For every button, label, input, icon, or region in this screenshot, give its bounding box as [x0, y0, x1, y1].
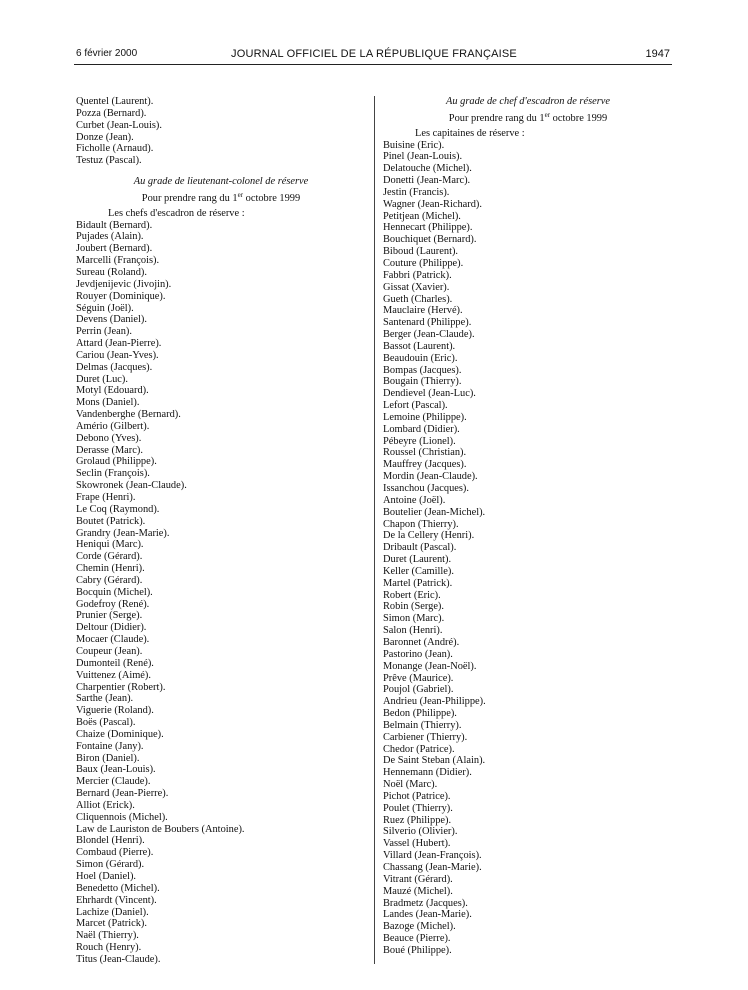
name-entry: Benedetto (Michel).	[76, 882, 160, 894]
name-entry: Simon (Gérard).	[76, 859, 145, 871]
name-entry: Godefroy (René).	[76, 598, 150, 610]
name-entry: Villard (Jean-François).	[383, 850, 482, 862]
name-entry: Lefort (Pascal).	[383, 400, 448, 412]
name-entry: Delmas (Jacques).	[76, 361, 153, 373]
right-rank-date-sup: er	[544, 110, 551, 119]
name-entry: Pichot (Patrice).	[383, 790, 451, 802]
name-entry: Pozza (Bernard).	[76, 107, 147, 119]
name-entry: Mauclaire (Hervé).	[383, 305, 463, 317]
header-date: 6 février 2000	[76, 48, 138, 59]
name-entry: Viguerie (Roland).	[76, 705, 154, 717]
name-entry: Frape (Henri).	[76, 492, 136, 503]
name-entry: Hennecart (Philippe).	[383, 222, 473, 234]
name-entry: Mercier (Claude).	[76, 776, 151, 788]
name-entry: Gueth (Charles).	[383, 293, 453, 305]
name-entry: Jestin (Francis).	[383, 186, 450, 198]
name-entry: Rouch (Henry).	[76, 942, 142, 954]
name-entry: Alliot (Erick).	[76, 799, 135, 811]
name-entry: Chapon (Thierry).	[383, 518, 459, 530]
name-entry: Devens (Daniel).	[76, 314, 147, 326]
name-entry: Bouchiquet (Bernard).	[383, 234, 477, 246]
name-entry: Baux (Jean-Louis).	[76, 764, 156, 776]
name-entry: Bassot (Laurent).	[383, 340, 456, 352]
name-entry: Debono (Yves).	[76, 432, 142, 444]
name-entry: Skowronek (Jean-Claude).	[76, 480, 187, 492]
name-entry: Beauce (Pierre).	[383, 933, 451, 945]
name-entry: Perrin (Jean).	[76, 326, 132, 338]
name-entry: Robin (Serge).	[383, 601, 444, 613]
name-entry: Jevdjenijevic (Jivojin).	[76, 278, 172, 290]
name-entry: Vassel (Hubert).	[383, 838, 451, 850]
name-entry: Biron (Daniel).	[76, 752, 140, 764]
left-group-label: Les chefs d'escadron de réserve :	[108, 207, 245, 219]
name-entry: Carbiener (Thierry).	[383, 731, 468, 743]
name-entry: Chemin (Henri).	[76, 563, 145, 575]
name-entry: Lachize (Daniel).	[76, 906, 149, 918]
name-entry: Marcelli (François).	[76, 255, 160, 267]
name-entry: Motyl (Edouard).	[76, 385, 149, 397]
name-entry: Séguin (Joël).	[76, 302, 134, 314]
name-entry: Salon (Henri).	[383, 625, 443, 637]
name-entry: Rouyer (Dominique).	[76, 290, 166, 302]
name-entry: Andrieu (Jean-Philippe).	[383, 696, 486, 708]
name-entry: Grolaud (Philippe).	[76, 456, 157, 468]
left-rank-date-text: Pour prendre rang du 1	[141, 192, 238, 204]
name-entry: Mocaer (Claude).	[76, 634, 150, 646]
name-entry: Quentel (Laurent).	[76, 96, 154, 107]
name-entry: Poujol (Gabriel).	[383, 684, 454, 696]
name-entry: Boutelier (Jean-Michel).	[383, 506, 486, 518]
name-entry: Joubert (Bernard).	[76, 243, 153, 255]
name-entry: Blondel (Henri).	[76, 835, 145, 847]
name-entry: Lemoine (Philippe).	[383, 411, 467, 423]
name-entry: Delatouche (Michel).	[383, 163, 472, 175]
name-entry: Pastorino (Jean).	[383, 648, 453, 660]
name-entry: Donze (Jean).	[76, 131, 134, 143]
name-entry: Biboud (Laurent).	[383, 246, 459, 258]
name-entry: Boës (Pascal).	[76, 717, 136, 729]
name-entry: Vandenberghe (Bernard).	[76, 409, 181, 421]
name-entry: Hennemann (Didier).	[383, 767, 472, 779]
right-column	[383, 96, 673, 957]
name-entry: Curbet (Jean-Louis).	[76, 119, 162, 131]
right-rank-date-text: Pour prendre rang du 1	[448, 112, 545, 124]
name-entry: Pinel (Jean-Louis).	[383, 151, 463, 163]
name-entry: Ehrhardt (Vincent).	[76, 894, 157, 906]
name-entry: Boué (Philippe).	[383, 944, 452, 956]
name-entry: Mordin (Jean-Claude).	[383, 471, 478, 483]
name-entry: Bernard (Jean-Pierre).	[76, 788, 169, 800]
name-entry: Ficholle (Arnaud).	[76, 143, 154, 155]
name-entry: Sarthe (Jean).	[76, 693, 134, 705]
name-entry: Keller (Camille).	[383, 565, 454, 577]
name-entry: Chaize (Dominique).	[76, 728, 164, 740]
name-entry: Cabry (Gérard).	[76, 574, 143, 586]
name-entry: Coupeur (Jean).	[76, 645, 143, 657]
name-entry: Beaudouin (Eric).	[383, 352, 458, 364]
right-rank-date-month: octobre 1999	[550, 112, 608, 124]
name-entry: Buisine (Eric).	[383, 139, 445, 151]
name-entry: Petitjean (Michel).	[383, 210, 461, 222]
name-entry: Hoel (Daniel).	[76, 871, 137, 882]
name-entry: Deltour (Didier).	[76, 622, 147, 634]
left-column	[76, 96, 366, 966]
name-entry: Lombard (Didier).	[383, 423, 460, 435]
name-entry: Berger (Jean-Claude).	[383, 329, 475, 341]
name-entry: Cariou (Jean-Yves).	[76, 349, 159, 361]
left-rank-date-month: octobre 1999	[243, 192, 301, 204]
name-entry: Amério (Gilbert).	[76, 420, 150, 432]
name-entry: Couture (Philippe).	[383, 257, 464, 269]
name-entry: Noël (Marc).	[383, 779, 438, 791]
right-section-heading: Au grade de chef d'escadron de réserve	[446, 96, 610, 107]
left-section-heading: Au grade de lieutenant-colonel de réserve	[133, 176, 309, 188]
name-entry: Titus (Jean-Claude).	[76, 953, 161, 965]
name-entry: Pébeyre (Lionel).	[383, 435, 456, 447]
name-entry: Issanchou (Jacques).	[383, 483, 469, 494]
name-entry: Dumonteil (René).	[76, 657, 154, 669]
name-entry: De Saint Steban (Alain).	[383, 755, 486, 767]
left-name-list	[76, 220, 366, 966]
name-entry: Mons (Daniel).	[76, 397, 140, 409]
name-entry: Bazoge (Michel).	[383, 921, 456, 933]
name-entry: Prêve (Maurice).	[383, 672, 454, 684]
name-entry: Silverio (Olivier).	[383, 826, 458, 838]
name-entry: Combaud (Pierre).	[76, 847, 154, 859]
name-entry: Ruez (Philippe).	[383, 814, 452, 826]
left-rank-date	[76, 190, 366, 205]
right-group-label: Les capitaines de réserve :	[415, 127, 525, 139]
name-entry: Chedor (Patrice).	[383, 743, 455, 755]
name-entry: Mauffrey (Jacques).	[383, 459, 467, 471]
name-entry: Charpentier (Robert).	[76, 681, 166, 693]
name-entry: Bougain (Thierry).	[383, 376, 462, 388]
name-entry: Wagner (Jean-Richard).	[383, 198, 482, 210]
name-entry: Vitrant (Gérard).	[383, 873, 453, 885]
right-rank-date	[383, 110, 673, 125]
name-entry: Dribault (Pascal).	[383, 542, 457, 554]
name-entry: Duret (Laurent).	[383, 554, 452, 566]
name-entry: Naël (Thierry).	[76, 930, 139, 942]
name-entry: Gissat (Xavier).	[383, 281, 450, 293]
name-entry: Seclin (François).	[76, 468, 150, 480]
name-entry: Duret (Luc).	[76, 373, 128, 385]
name-entry: Cliquennois (Michel).	[76, 811, 168, 823]
name-entry: Bocquin (Michel).	[76, 586, 153, 598]
name-entry: Corde (Gérard).	[76, 551, 143, 563]
name-entry: Prunier (Serge).	[76, 610, 143, 622]
name-entry: Testuz (Pascal).	[76, 155, 142, 167]
name-entry: Dendievel (Jean-Luc).	[383, 388, 476, 400]
header-rule	[74, 64, 672, 65]
name-entry: Simon (Marc).	[383, 613, 445, 625]
name-entry: Pujades (Alain).	[76, 231, 144, 243]
name-entry: Sureau (Roland).	[76, 266, 147, 278]
name-entry: Poulet (Thierry).	[383, 802, 453, 814]
header-page-number: 1947	[645, 48, 670, 60]
column-divider	[374, 96, 375, 964]
name-entry: Landes (Jean-Marie).	[383, 909, 472, 921]
name-entry: Donetti (Jean-Marc).	[383, 175, 471, 187]
name-entry: Fabbri (Patrick).	[383, 269, 452, 281]
name-entry: Grandry (Jean-Marie).	[76, 527, 170, 539]
name-entry: Bidault (Bernard).	[76, 219, 153, 231]
name-entry: Martel (Patrick).	[383, 577, 453, 589]
name-entry: Robert (Eric).	[383, 589, 441, 601]
name-entry: Bompas (Jacques).	[383, 364, 462, 376]
name-entry: De la Cellery (Henri).	[383, 530, 475, 542]
name-entry: Vuittenez (Aimé).	[76, 669, 151, 681]
name-entry: Fontaine (Jany).	[76, 740, 144, 752]
name-entry: Le Coq (Raymond).	[76, 503, 160, 515]
name-entry: Bedon (Philippe).	[383, 708, 457, 720]
name-entry: Monange (Jean-Noël).	[383, 660, 477, 672]
name-entry: Baronnet (André).	[383, 636, 460, 648]
name-entry: Roussel (Christian).	[383, 447, 467, 459]
name-entry: Belmain (Thierry).	[383, 719, 462, 731]
name-entry: Mauzé (Michel).	[383, 885, 453, 897]
name-entry: Chassang (Jean-Marie).	[383, 862, 482, 873]
name-entry: Antoine (Joël).	[383, 494, 446, 506]
name-entry: Heniqui (Marc).	[76, 539, 144, 551]
name-entry: Marcet (Patrick).	[76, 918, 147, 930]
right-name-list	[383, 140, 673, 957]
name-entry: Boutet (Patrick).	[76, 515, 146, 527]
header-title: JOURNAL OFFICIEL DE LA RÉPUBLIQUE FRANÇAISE	[231, 48, 517, 60]
name-entry: Bradmetz (Jacques).	[383, 897, 468, 909]
name-entry: Derasse (Marc).	[76, 444, 143, 456]
name-entry: Law de Lauriston de Boubers (Antoine).	[76, 823, 245, 835]
name-entry: Attard (Jean-Pierre).	[76, 338, 162, 350]
name-entry: Santenard (Philippe).	[383, 317, 472, 329]
left-top-name-list	[76, 96, 366, 167]
left-rank-date-sup: er	[237, 190, 244, 199]
